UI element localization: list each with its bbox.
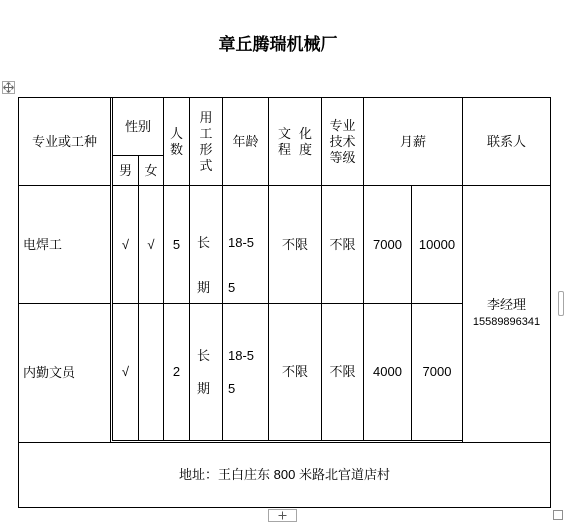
cell-contact[interactable] [462, 185, 551, 443]
cell-female-mark: √ [147, 236, 155, 252]
document-title: 章丘腾瑞机械厂 [218, 35, 338, 54]
header-employment-form-label: 用工形式 [199, 109, 213, 173]
cell-age-text: 18-55 [228, 348, 255, 396]
header-contact-label: 联系人 [486, 133, 526, 149]
cell-skill-level-text: 不限 [329, 236, 356, 252]
cell-male[interactable] [112, 185, 139, 304]
header-education-label: 文化程度 [278, 125, 312, 157]
cell-salary-min[interactable] [363, 185, 412, 304]
header-age-label: 年龄 [232, 133, 259, 149]
cell-salary-min-text: 7000 [373, 236, 402, 252]
header-gender[interactable] [112, 97, 164, 156]
add-row-button[interactable] [268, 509, 297, 522]
header-salary-label: 月薪 [399, 133, 426, 149]
table-move-handle[interactable] [2, 81, 15, 94]
cell-job-text: 内勤文员 [23, 365, 76, 380]
header-education[interactable] [268, 97, 322, 186]
cell-salary-max-text: 7000 [422, 364, 452, 379]
header-male-label: 男 [118, 162, 132, 178]
contact-name: 李经理 [486, 297, 526, 312]
cell-education-text: 不限 [281, 364, 308, 379]
cell-salary-min[interactable] [363, 303, 412, 441]
cell-age[interactable] [222, 185, 269, 304]
table-side-handle[interactable] [558, 291, 564, 316]
contact-info [473, 295, 540, 333]
header-count[interactable] [163, 97, 190, 186]
cell-count-text: 2 [172, 364, 181, 379]
header-female-label: 女 [144, 162, 158, 178]
header-contact[interactable] [462, 97, 551, 186]
cell-salary-min-text: 4000 [373, 364, 402, 379]
cell-education-text: 不限 [281, 236, 308, 252]
cell-salary-max-text: 10000 [418, 236, 456, 252]
cell-education[interactable] [268, 185, 322, 304]
header-count-label: 人数 [169, 125, 183, 157]
header-gender-label: 性别 [124, 118, 151, 134]
table-resize-handle[interactable] [553, 510, 563, 520]
cell-employment-form[interactable] [189, 303, 223, 441]
cell-salary-max[interactable] [411, 185, 463, 304]
cell-skill-level[interactable] [321, 185, 364, 304]
header-male[interactable] [112, 155, 139, 186]
cell-male-mark: √ [121, 236, 130, 252]
move-arrows-icon [3, 82, 14, 93]
cell-job[interactable] [18, 185, 111, 304]
cell-salary-max[interactable] [411, 303, 463, 441]
cell-education[interactable] [268, 303, 322, 441]
cell-count[interactable] [163, 303, 190, 441]
cell-address[interactable] [18, 442, 551, 508]
cell-employment-form-text: 长期 [197, 235, 211, 295]
cell-job[interactable] [18, 303, 111, 443]
header-female[interactable] [138, 155, 164, 186]
header-specialty-label: 专业或工种 [31, 133, 97, 149]
cell-employment-form[interactable] [189, 185, 223, 304]
address-text: 地址：王白庄东 800 米路北官道店村 [179, 467, 390, 482]
contact-phone: 15589896341 [472, 316, 541, 328]
header-skill-level[interactable] [321, 97, 364, 186]
cell-employment-form-text: 长期 [197, 348, 211, 396]
cell-job-text: 电焊工 [23, 236, 63, 252]
cell-skill-level-text: 不限 [329, 364, 356, 379]
cell-age-text: 18-55 [228, 235, 255, 295]
cell-female[interactable] [138, 303, 164, 441]
header-salary[interactable] [363, 97, 463, 186]
cell-count[interactable] [163, 185, 190, 304]
header-skill-level-label: 专业技术等级 [329, 117, 356, 165]
header-employment-form[interactable] [189, 97, 223, 186]
cell-count-text: 5 [172, 236, 181, 252]
cell-female[interactable] [138, 185, 164, 304]
cell-age[interactable] [222, 303, 269, 441]
header-age[interactable] [222, 97, 269, 186]
header-specialty[interactable] [18, 97, 111, 186]
cell-male[interactable] [112, 303, 139, 441]
plus-icon [278, 511, 287, 520]
cell-male-mark: √ [121, 364, 130, 379]
cell-skill-level[interactable] [321, 303, 364, 441]
